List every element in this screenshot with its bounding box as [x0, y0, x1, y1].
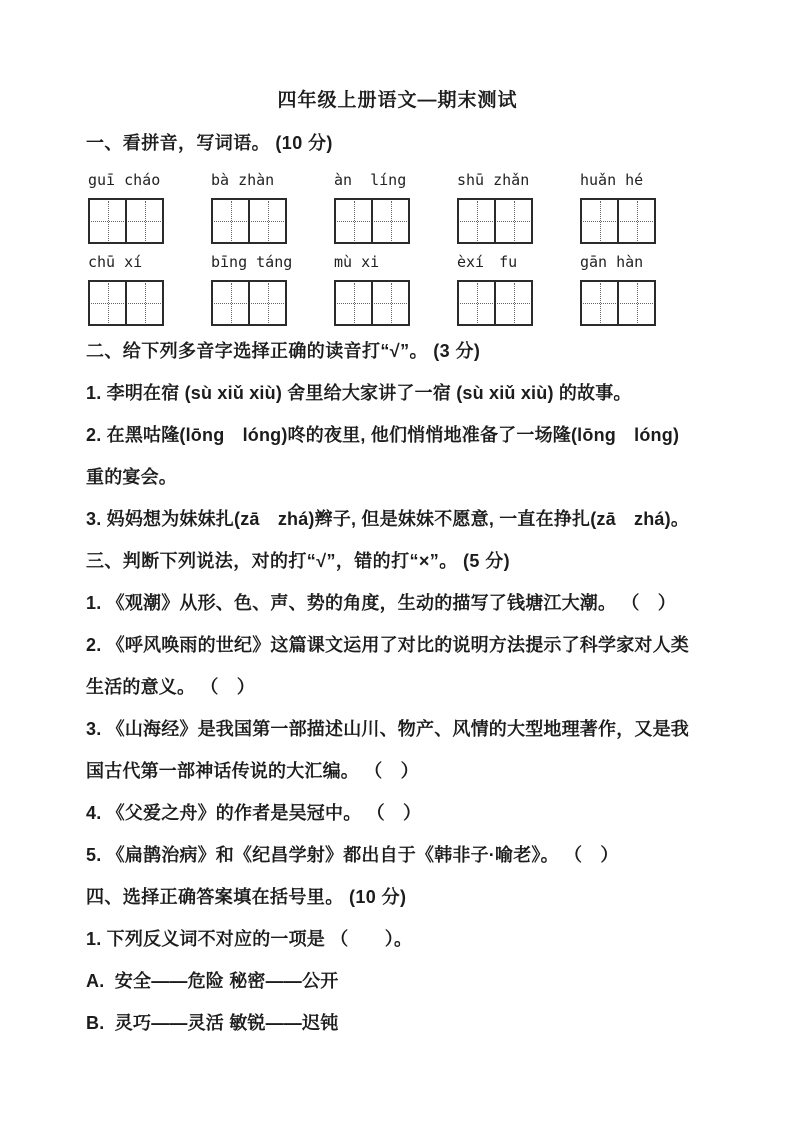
section4-heading: 四、选择正确答案填在括号里。 (10 分) — [86, 887, 407, 907]
pinyin-word-block — [88, 170, 211, 244]
pinyin-word-block — [334, 252, 457, 326]
writing-cell — [213, 282, 248, 324]
pinyin-word-block — [580, 170, 703, 244]
writing-cell — [617, 200, 654, 242]
writing-cell — [371, 282, 408, 324]
writing-cell — [617, 282, 654, 324]
question-line: 2. 在黑咕隆(lōng lóng)咚的夜里, 他们悄悄地准备了一场隆(lōng lóng) — [86, 425, 680, 445]
section3-heading: 三、判断下列说法，对的打“√”，错的打“×”。 (5 分) — [86, 551, 510, 571]
question-line: 1. 李明在宿 (sù xiǔ xiù) 舍里给大家讲了一宿 (sù xiǔ xiù) 的故事。 — [86, 383, 632, 403]
writing-cell — [125, 200, 162, 242]
question-line: 1. 下列反义词不对应的一项是 （ ）。 — [86, 929, 413, 949]
writing-grid — [580, 198, 656, 244]
writing-cell — [336, 282, 371, 324]
writing-grid — [88, 280, 164, 326]
writing-grid — [88, 198, 164, 244]
writing-grid — [334, 280, 410, 326]
question-line: 国古代第一部神话传说的大汇编。 （ ） — [86, 761, 419, 781]
question-line: 3. 妈妈想为妹妹扎(zā zhá)辫子, 但是妹妹不愿意, 一直在挣扎(zā zhá)。 — [86, 509, 690, 529]
writing-cell — [494, 282, 531, 324]
pinyin-word-block — [580, 252, 703, 326]
pinyin-label: chū xí — [88, 253, 143, 271]
pinyin-word-block — [211, 170, 334, 244]
writing-cell — [125, 282, 162, 324]
writing-cell — [582, 282, 617, 324]
pinyin-label: bà zhàn — [211, 171, 275, 189]
writing-cell — [459, 282, 494, 324]
pinyin-word-block — [88, 252, 211, 326]
writing-cell — [459, 200, 494, 242]
writing-cell — [90, 200, 125, 242]
writing-grid — [457, 280, 533, 326]
pinyin-label: àn líng — [334, 171, 407, 189]
question-line: 2. 《呼风唤雨的世纪》这篇课文运用了对比的说明方法提示了科学家对人类 — [86, 635, 690, 655]
writing-grid — [211, 280, 287, 326]
section1-heading: 一、看拼音，写词语。 (10 分) — [86, 133, 333, 153]
question-line: 5. 《扁鹊治病》和《纪昌学射》都出自于《韩非子·喻老》。 （ ） — [86, 845, 619, 865]
pinyin-label: gān hàn — [580, 253, 644, 271]
choice-line-b: B. 灵巧——灵活 敏锐——迟钝 — [86, 1013, 339, 1033]
pinyin-grid-row-1 — [88, 170, 709, 244]
pinyin-label: èxí fu — [457, 253, 518, 271]
writing-cell — [371, 200, 408, 242]
page-title: 四年级上册语文—期末测试 — [277, 90, 518, 111]
pinyin-label: bīng táng — [211, 253, 293, 271]
writing-cell — [213, 200, 248, 242]
pinyin-label: mù xi — [334, 253, 380, 271]
writing-cell — [248, 282, 285, 324]
question-line: 1. 《观潮》从形、色、声、势的角度，生动的描写了钱塘江大潮。 （ ） — [86, 593, 677, 613]
pinyin-word-block — [457, 252, 580, 326]
writing-grid — [334, 198, 410, 244]
writing-cell — [90, 282, 125, 324]
pinyin-label: guī cháo — [88, 171, 161, 189]
question-line: 3. 《山海经》是我国第一部描述山川、物产、风情的大型地理著作，又是我 — [86, 719, 690, 739]
writing-cell — [248, 200, 285, 242]
question-line: 生活的意义。 （ ） — [86, 677, 255, 697]
choice-line-a: A. 安全——危险 秘密——公开 — [86, 971, 339, 991]
pinyin-word-block — [211, 252, 334, 326]
writing-grid — [580, 280, 656, 326]
question-line: 4. 《父爱之舟》的作者是吴冠中。 （ ） — [86, 803, 422, 823]
writing-cell — [494, 200, 531, 242]
writing-grid — [457, 198, 533, 244]
writing-cell — [582, 200, 617, 242]
pinyin-word-block — [334, 170, 457, 244]
writing-grid — [211, 198, 287, 244]
pinyin-label: shū zhǎn — [457, 171, 530, 189]
pinyin-grid-row-2 — [88, 252, 709, 326]
writing-cell — [336, 200, 371, 242]
pinyin-word-block — [457, 170, 580, 244]
question-line: 重的宴会。 — [86, 467, 177, 487]
section2-heading: 二、给下列多音字选择正确的读音打“√”。 (3 分) — [86, 341, 481, 361]
pinyin-label: huǎn hé — [580, 171, 644, 189]
